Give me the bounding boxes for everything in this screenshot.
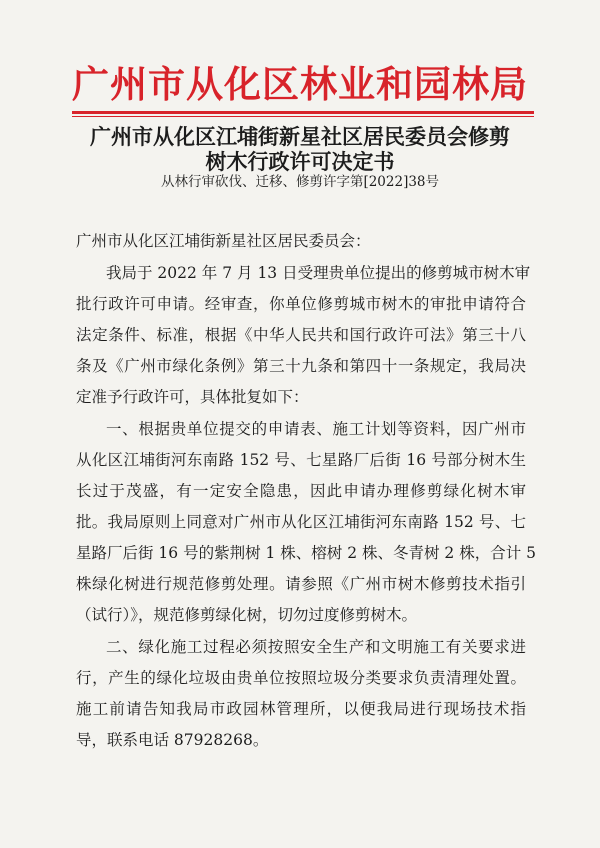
paragraph-3-line: 二、绿化施工过程必须按照安全生产和文明施工有关要求进 [106,638,526,656]
paragraph-2-line: 长过于茂盛，有一定安全隐患，因此申请办理修剪绿化树木审 [76,482,526,500]
paragraph-1-line: 条及《广州市绿化条例》第三十九条和第四十一条规定，我局决 [76,357,526,375]
paragraph-1-line: 批行政许可申请。经审查，你单位修剪城市树木的审批申请符合 [76,295,526,313]
paragraph-1-line: 法定条件、标准，根据《中华人民共和国行政许可法》第三十八 [76,326,526,344]
letterhead-rule-thick [72,111,534,114]
paragraph-2-line: （试行）》，规范修剪绿化树，切勿过度修剪树木。 [76,606,418,624]
paragraph-2-line: 从化区江埔街河东南路 152 号、七星路厂后街 16 号部分树木生 [76,451,526,469]
paragraph-2-line: 一、根据贵单位提交的申请表、施工计划等资料，因广州市 [106,420,526,438]
document-title-line-1: 广州市从化区江埔街新星社区居民委员会修剪 [90,124,510,149]
letterhead-rule-thin [72,116,534,117]
document-number: 从林行审砍伐、迁移、修剪许字第[2022]38号 [160,174,440,190]
paragraph-2-line: 株绿化树进行规范修剪处理。请参照《广州市树木修剪技术指引 [76,575,526,593]
agency-letterhead: 广州市从化区林业和园林局 [72,62,528,106]
paragraph-3-line: 导，联系电话 87928268。 [76,731,269,749]
paragraph-2-line: 星路厂后街 16 号的紫荆树 1 株、榕树 2 株、冬青树 2 株，合计 5 [76,544,537,562]
paragraph-3-line: 行，产生的绿化垃圾由贵单位按照垃圾分类要求负责清理处置。 [76,669,526,687]
addressee: 广州市从化区江埔街新星社区居民委员会： [76,232,371,250]
paragraph-1-line: 定准予行政许可，具体批复如下： [76,388,309,406]
paragraph-1-line: 我局于 2022 年 7 月 13 日受理贵单位提出的修剪城市树木审 [106,264,531,282]
paragraph-2-line: 批。我局原则上同意对广州市从化区江埔街河东南路 152 号、七 [76,513,526,531]
document-title-line-2: 树木行政许可决定书 [205,149,395,174]
paragraph-3-line: 施工前请告知我局市政园林管理所，以便我局进行现场技术指 [76,700,526,718]
